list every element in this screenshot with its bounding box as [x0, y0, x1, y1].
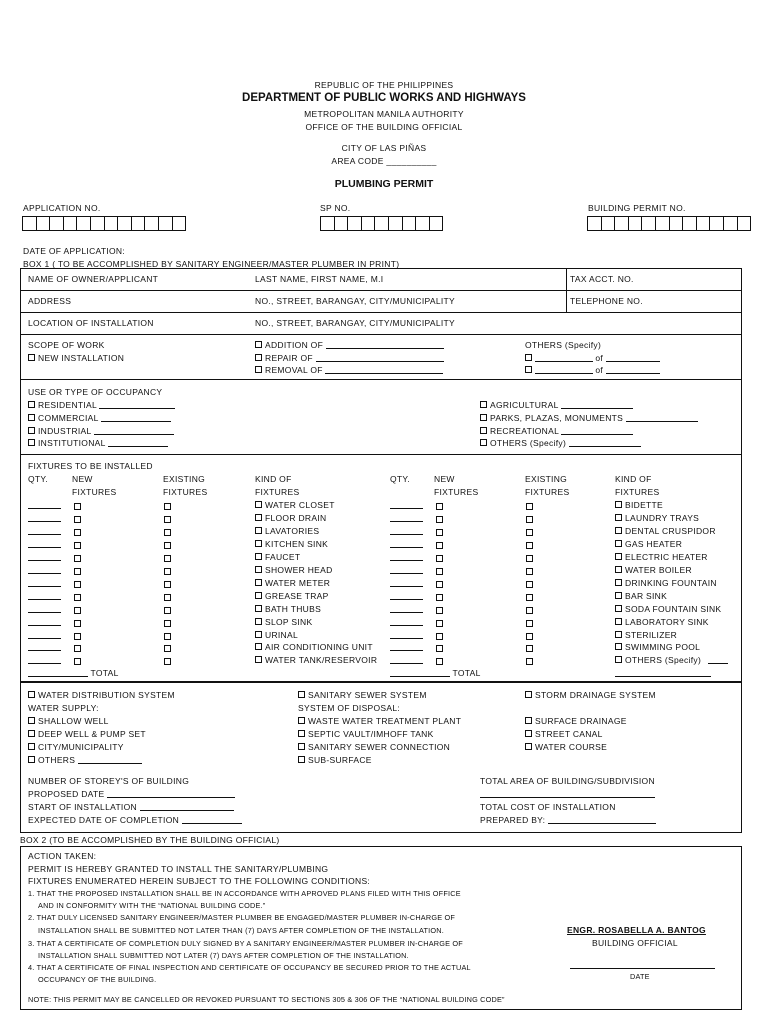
kind-header: KIND OF: [255, 474, 292, 484]
fixture-qty-field[interactable]: [28, 617, 61, 626]
existing-fixture-checkbox[interactable]: [526, 594, 533, 601]
existing-fixture-checkbox[interactable]: [526, 581, 533, 588]
fixture-kind-label[interactable]: LAUNDRY TRAYS: [615, 513, 699, 523]
sewer-connection-option[interactable]: SANITARY SEWER CONNECTION: [298, 742, 450, 752]
residential-label: RESIDENTIAL: [28, 400, 97, 410]
fixture-kind-label[interactable]: ELECTRIC HEATER: [615, 552, 708, 562]
fixture-qty-field[interactable]: [390, 578, 423, 587]
kind-header-2: FIXTURES: [255, 487, 300, 497]
fixture-kind-label[interactable]: BIDETTE: [615, 500, 663, 510]
fixtures-title: FIXTURES TO BE INSTALLED: [28, 461, 153, 471]
water-distribution-option[interactable]: WATER DISTRIBUTION SYSTEM: [28, 690, 175, 700]
of-label: of: [595, 353, 604, 363]
tax-acct-label: TAX ACCT. NO.: [570, 274, 634, 284]
repair-option[interactable]: [255, 353, 444, 363]
existing-fixture-checkbox[interactable]: [526, 503, 533, 510]
fixture-kind-label[interactable]: BATH THUBS: [255, 604, 321, 614]
removal-label: REMOVAL OF: [255, 365, 323, 375]
fixture-qty-field[interactable]: [28, 526, 61, 535]
owner-name-label: NAME OF OWNER/APPLICANT: [28, 274, 159, 284]
parks-option[interactable]: [480, 413, 698, 423]
fixture-qty-field[interactable]: [28, 591, 61, 600]
repair-label: REPAIR OF: [255, 353, 313, 363]
city-municipality-option[interactable]: CITY/MUNICIPALITY: [28, 742, 124, 752]
existing-fixture-checkbox[interactable]: [164, 555, 171, 562]
agricultural-option[interactable]: [480, 400, 633, 410]
fixture-qty-field[interactable]: [28, 604, 61, 613]
existing-header: EXISTING: [163, 474, 206, 484]
fixture-qty-field[interactable]: [390, 655, 423, 664]
new-fixture-checkbox[interactable]: [436, 620, 443, 627]
new-fixture-checkbox[interactable]: [74, 607, 81, 614]
institutional-option[interactable]: [28, 438, 168, 448]
new-header-right-2: FIXTURES: [434, 487, 479, 497]
new-fixture-checkbox[interactable]: [74, 658, 81, 665]
fixture-qty-field[interactable]: [390, 552, 423, 561]
granted-line-1: PERMIT IS HEREBY GRANTED TO INSTALL THE SANITARY/PLUMBING: [28, 864, 329, 874]
existing-fixture-checkbox[interactable]: [526, 645, 533, 652]
fixture-kind-label[interactable]: BAR SINK: [615, 591, 667, 601]
parks-label: PARKS, PLAZAS, MONUMENTS: [480, 413, 623, 423]
fixture-qty-field[interactable]: [390, 513, 423, 522]
kind-header-right-2: FIXTURES: [615, 487, 660, 497]
total-right: [390, 668, 481, 678]
new-fixture-checkbox[interactable]: [74, 542, 81, 549]
existing-fixture-checkbox[interactable]: [526, 633, 533, 640]
addition-option[interactable]: [255, 340, 444, 350]
waste-water-option[interactable]: WASTE WATER TREATMENT PLANT: [298, 716, 461, 726]
existing-header-right-2: FIXTURES: [525, 487, 570, 497]
occupancy-others-label: OTHERS (Specify): [480, 438, 566, 448]
revocation-note: NOTE: THIS PERMIT MAY BE CANCELLED OR REVOKED PURSUANT TO SECTIONS 305 & 306 OF THE “NATIONAL BUILDING CODE”: [28, 995, 505, 1004]
new-fixture-checkbox[interactable]: [436, 633, 443, 640]
fixture-qty-field[interactable]: [28, 552, 61, 561]
new-fixture-checkbox[interactable]: [436, 594, 443, 601]
date-label: DATE: [630, 972, 650, 981]
new-fixture-checkbox[interactable]: [436, 555, 443, 562]
fixture-kind-label[interactable]: FLOOR DRAIN: [255, 513, 326, 523]
existing-fixture-checkbox[interactable]: [164, 607, 171, 614]
total-cost-label: TOTAL COST OF INSTALLATION: [480, 802, 616, 812]
fixture-kind-label[interactable]: SLOP SINK: [255, 617, 312, 627]
of-label: of: [595, 365, 604, 375]
surface-drainage-option[interactable]: SURFACE DRAINAGE: [525, 716, 627, 726]
proposed-date-field[interactable]: [28, 789, 235, 799]
condition-1a: 1. THAT THE PROPOSED INSTALLATION SHALL BE IN ACCORDANCE WITH APROVED PLANS FILED WITH THIS OFFICE: [28, 889, 461, 898]
occupancy-others-option[interactable]: [480, 438, 641, 448]
storm-drainage-option[interactable]: STORM DRAINAGE SYSTEM: [525, 690, 656, 700]
new-fixture-checkbox[interactable]: [74, 529, 81, 536]
fixture-qty-field[interactable]: [28, 642, 61, 651]
existing-fixture-checkbox[interactable]: [164, 658, 171, 665]
fixture-kind-label[interactable]: AIR CONDITIONING UNIT: [255, 642, 373, 652]
existing-fixture-checkbox[interactable]: [164, 620, 171, 627]
street-canal-option[interactable]: STREET CANAL: [525, 729, 603, 739]
fixture-qty-field[interactable]: [28, 565, 61, 574]
fixture-kind-label[interactable]: SODA FOUNTAIN SINK: [615, 604, 721, 614]
telephone-label: TELEPHONE NO.: [570, 296, 643, 306]
owner-name-format: LAST NAME, FIRST NAME, M.I: [255, 274, 384, 284]
residential-option[interactable]: [28, 400, 175, 410]
qty-header-right: QTY.: [390, 474, 410, 484]
box1-title: BOX 1 ( TO BE ACCOMPLISHED BY SANITARY ENGINEER/MASTER PLUMBER IN PRINT): [23, 259, 400, 269]
fixture-kind-label[interactable]: WATER CLOSET: [255, 500, 335, 510]
water-others-option[interactable]: [28, 755, 142, 765]
new-fixture-checkbox[interactable]: [74, 594, 81, 601]
official-name: ENGR. ROSABELLA A. BANTOG: [567, 925, 706, 935]
others-fill-line[interactable]: [615, 668, 711, 678]
existing-fixture-checkbox[interactable]: [164, 516, 171, 523]
start-installation-label: START OF INSTALLATION: [28, 802, 137, 812]
granted-line-2: FIXTURES ENUMERATED HEREIN SUBJECT TO THE FOLLOWING CONDITIONS:: [28, 876, 371, 886]
fixture-qty-field[interactable]: [390, 642, 423, 651]
sp-no-label: SP NO.: [320, 203, 351, 213]
location-label: LOCATION OF INSTALLATION: [28, 318, 154, 328]
existing-fixture-checkbox[interactable]: [164, 542, 171, 549]
condition-1b: AND IN CONFORMITY WITH THE “NATIONAL BUILDING CODE.”: [38, 901, 266, 910]
existing-fixture-checkbox[interactable]: [164, 594, 171, 601]
area-code: AREA CODE __________: [331, 156, 437, 166]
fixture-kind-label[interactable]: FAUCET: [255, 552, 300, 562]
fixture-kind-label[interactable]: WATER METER: [255, 578, 330, 588]
agricultural-label: AGRICULTURAL: [480, 400, 558, 410]
fixture-kind-label[interactable]: DRINKING FOUNTAIN: [615, 578, 717, 588]
existing-fixture-checkbox[interactable]: [164, 503, 171, 510]
fixture-qty-field[interactable]: [390, 617, 423, 626]
fixture-qty-field[interactable]: [390, 630, 423, 639]
system-disposal-label: SYSTEM OF DISPOSAL:: [298, 703, 401, 713]
fixture-qty-field[interactable]: [28, 630, 61, 639]
fixture-kind-label[interactable]: OTHERS (Specify): [615, 655, 701, 665]
water-course-option[interactable]: WATER COURSE: [525, 742, 607, 752]
action-taken-label: ACTION TAKEN:: [28, 851, 97, 861]
start-installation-field[interactable]: [28, 802, 234, 812]
septic-option[interactable]: SEPTIC VAULT/IMHOFF TANK: [298, 729, 434, 739]
fixture-qty-field[interactable]: [390, 500, 423, 509]
recreational-label: RECREATIONAL: [480, 426, 559, 436]
fixture-kind-label[interactable]: LAVATORIES: [255, 526, 319, 536]
new-fixture-checkbox[interactable]: [74, 568, 81, 575]
existing-fixture-checkbox[interactable]: [526, 529, 533, 536]
existing-header-right: EXISTING: [525, 474, 568, 484]
total-left: [28, 668, 119, 678]
scope-others-row-2[interactable]: [525, 365, 660, 375]
addition-label: ADDITION OF: [255, 340, 323, 350]
new-fixture-checkbox[interactable]: [436, 568, 443, 575]
office-line: OFFICE OF THE BUILDING OFFICIAL: [305, 122, 463, 132]
new-fixture-checkbox[interactable]: [436, 645, 443, 652]
republic-line: REPUBLIC OF THE PHILIPPINES: [314, 80, 454, 90]
new-installation-option[interactable]: NEW INSTALLATION: [28, 353, 124, 363]
new-fixture-checkbox[interactable]: [436, 542, 443, 549]
others-specify-line[interactable]: [708, 655, 728, 664]
fixture-kind-label[interactable]: GAS HEATER: [615, 539, 682, 549]
existing-header-2: FIXTURES: [163, 487, 208, 497]
application-no-boxes[interactable]: [22, 216, 185, 231]
new-header-right: NEW: [434, 474, 455, 484]
condition-3a: 3. THAT A CERTIFICATE OF COMPLETION DULY SIGNED BY A SANITARY ENGINEER/MASTER PLUMBER IN-CHARGE OF: [28, 939, 463, 948]
fixture-kind-label[interactable]: LABORATORY SINK: [615, 617, 709, 627]
department-title: DEPARTMENT OF PUBLIC WORKS AND HIGHWAYS: [242, 92, 526, 104]
prepared-by-field[interactable]: [480, 815, 656, 825]
condition-4a: 4. THAT A CERTIFICATE OF FINAL INSPECTION AND CERTIFICATE OF OCCUPANCY BE SECURED PRIOR TO THE ACTUAL: [28, 963, 471, 972]
existing-fixture-checkbox[interactable]: [526, 516, 533, 523]
condition-3b: INSTALLATION SHALL SUBMITTED NOT LATER (7) DAYS AFTER COMPLETION OF THE INSTALLATION.: [38, 951, 409, 960]
address-label: ADDRESS: [28, 296, 72, 306]
fixture-qty-field[interactable]: [390, 591, 423, 600]
fixture-kind-label[interactable]: DENTAL CRUSPIDOR: [615, 526, 716, 536]
new-header-2: FIXTURES: [72, 487, 117, 497]
fixture-kind-label[interactable]: KITCHEN SINK: [255, 539, 328, 549]
address-format: NO., STREET, BARANGAY, CITY/MUNICIPALITY: [255, 296, 455, 306]
authority-line: METROPOLITAN MANILA AUTHORITY: [304, 109, 464, 119]
industrial-label: INDUSTRIAL: [28, 426, 91, 436]
expected-completion-field[interactable]: [28, 815, 242, 825]
fixture-qty-field[interactable]: [28, 578, 61, 587]
fixture-kind-label[interactable]: SWIMMING POOL: [615, 642, 700, 652]
existing-fixture-checkbox[interactable]: [526, 542, 533, 549]
city-line: CITY OF LAS PIÑAS: [341, 143, 427, 153]
existing-fixture-checkbox[interactable]: [164, 633, 171, 640]
fixture-qty-field[interactable]: [390, 526, 423, 535]
shallow-well-option[interactable]: SHALLOW WELL: [28, 716, 109, 726]
deep-well-option[interactable]: DEEP WELL & PUMP SET: [28, 729, 146, 739]
new-fixture-checkbox[interactable]: [436, 516, 443, 523]
official-title: BUILDING OFFICIAL: [592, 938, 678, 948]
new-fixture-checkbox[interactable]: [74, 516, 81, 523]
condition-2b: INSTALLATION SHALL BE SUBMITTED NOT LATER THAN (7) DAYS AFTER COMPLETION OF THE INSTALLATION.: [38, 926, 444, 935]
new-fixture-checkbox[interactable]: [436, 503, 443, 510]
box2-title: BOX 2 (TO BE ACCOMPLISHED BY THE BUILDING OFFICIAL): [20, 835, 280, 845]
new-fixture-checkbox[interactable]: [74, 555, 81, 562]
total-label: TOTAL: [452, 668, 481, 678]
prepared-by-label: PREPARED BY:: [480, 815, 546, 825]
building-permit-no-label: BUILDING PERMIT NO.: [588, 203, 686, 213]
water-supply-label: WATER SUPPLY:: [28, 703, 99, 713]
recreational-option[interactable]: [480, 426, 633, 436]
existing-fixture-checkbox[interactable]: [526, 658, 533, 665]
storeys-label: NUMBER OF STOREY'S OF BUILDING: [28, 776, 190, 786]
new-fixture-checkbox[interactable]: [436, 607, 443, 614]
new-fixture-checkbox[interactable]: [74, 645, 81, 652]
fixture-qty-field[interactable]: [390, 604, 423, 613]
new-fixture-checkbox[interactable]: [74, 503, 81, 510]
date-of-application: DATE OF APPLICATION:: [23, 246, 126, 256]
new-fixture-checkbox[interactable]: [74, 620, 81, 627]
existing-fixture-checkbox[interactable]: [526, 568, 533, 575]
fixture-kind-label[interactable]: SHOWER HEAD: [255, 565, 333, 575]
water-others-label: OTHERS: [28, 755, 75, 765]
fixture-kind-label[interactable]: STERILIZER: [615, 630, 677, 640]
fixture-qty-field[interactable]: [390, 565, 423, 574]
existing-fixture-checkbox[interactable]: [164, 581, 171, 588]
fixture-qty-field[interactable]: [28, 513, 61, 522]
sub-surface-option[interactable]: SUB-SURFACE: [298, 755, 372, 765]
existing-fixture-checkbox[interactable]: [164, 568, 171, 575]
commercial-label: COMMERCIAL: [28, 413, 98, 423]
condition-4b: OCCUPANCY OF THE BUILDING.: [38, 975, 157, 984]
removal-option[interactable]: [255, 365, 443, 375]
industrial-option[interactable]: [28, 426, 174, 436]
total-area-label: TOTAL AREA OF BUILDING/SUBDIVISION: [480, 776, 655, 786]
institutional-label: INSTITUTIONAL: [28, 438, 105, 448]
proposed-date-label: PROPOSED DATE: [28, 789, 105, 799]
scope-others-label: OTHERS (Specify): [525, 340, 602, 350]
new-fixture-checkbox[interactable]: [436, 581, 443, 588]
expected-completion-label: EXPECTED DATE OF COMPLETION: [28, 815, 180, 825]
occupancy-title: USE OR TYPE OF OCCUPANCY: [28, 387, 163, 397]
building-permit-no-boxes[interactable]: [587, 216, 750, 231]
fixture-kind-label[interactable]: WATER TANK/RESERVOIR: [255, 655, 377, 665]
sanitary-sewer-option[interactable]: SANITARY SEWER SYSTEM: [298, 690, 427, 700]
fixture-qty-field[interactable]: [390, 539, 423, 548]
fixture-kind-label[interactable]: WATER BOILER: [615, 565, 692, 575]
fixture-qty-field[interactable]: [28, 539, 61, 548]
new-fixture-checkbox[interactable]: [74, 633, 81, 640]
new-fixture-checkbox[interactable]: [436, 529, 443, 536]
scope-others-row-1[interactable]: [525, 353, 660, 363]
qty-header: QTY.: [28, 474, 48, 484]
existing-fixture-checkbox[interactable]: [526, 555, 533, 562]
sp-no-boxes[interactable]: [320, 216, 442, 231]
new-fixture-checkbox[interactable]: [74, 581, 81, 588]
fixture-qty-field[interactable]: [28, 500, 61, 509]
existing-fixture-checkbox[interactable]: [526, 620, 533, 627]
fixture-qty-field[interactable]: [28, 655, 61, 664]
total-label: TOTAL: [90, 668, 119, 678]
condition-2a: 2. THAT DULY LICENSED SANITARY ENGINEER/MASTER PLUMBER BE ENGAGED/MASTER PLUMBER IN-CHARGE OF: [28, 913, 456, 922]
existing-fixture-checkbox[interactable]: [164, 645, 171, 652]
existing-fixture-checkbox[interactable]: [526, 607, 533, 614]
location-format: NO., STREET, BARANGAY, CITY/MUNICIPALITY: [255, 318, 455, 328]
page-title: PLUMBING PERMIT: [334, 178, 434, 190]
existing-fixture-checkbox[interactable]: [164, 529, 171, 536]
kind-header-right: KIND OF: [615, 474, 652, 484]
scope-title: SCOPE OF WORK: [28, 340, 105, 350]
commercial-option[interactable]: [28, 413, 171, 423]
new-fixture-checkbox[interactable]: [436, 658, 443, 665]
new-header: NEW: [72, 474, 93, 484]
application-no-label: APPLICATION NO.: [23, 203, 101, 213]
fixture-kind-label[interactable]: GREASE TRAP: [255, 591, 329, 601]
fixture-kind-label[interactable]: URINAL: [255, 630, 298, 640]
